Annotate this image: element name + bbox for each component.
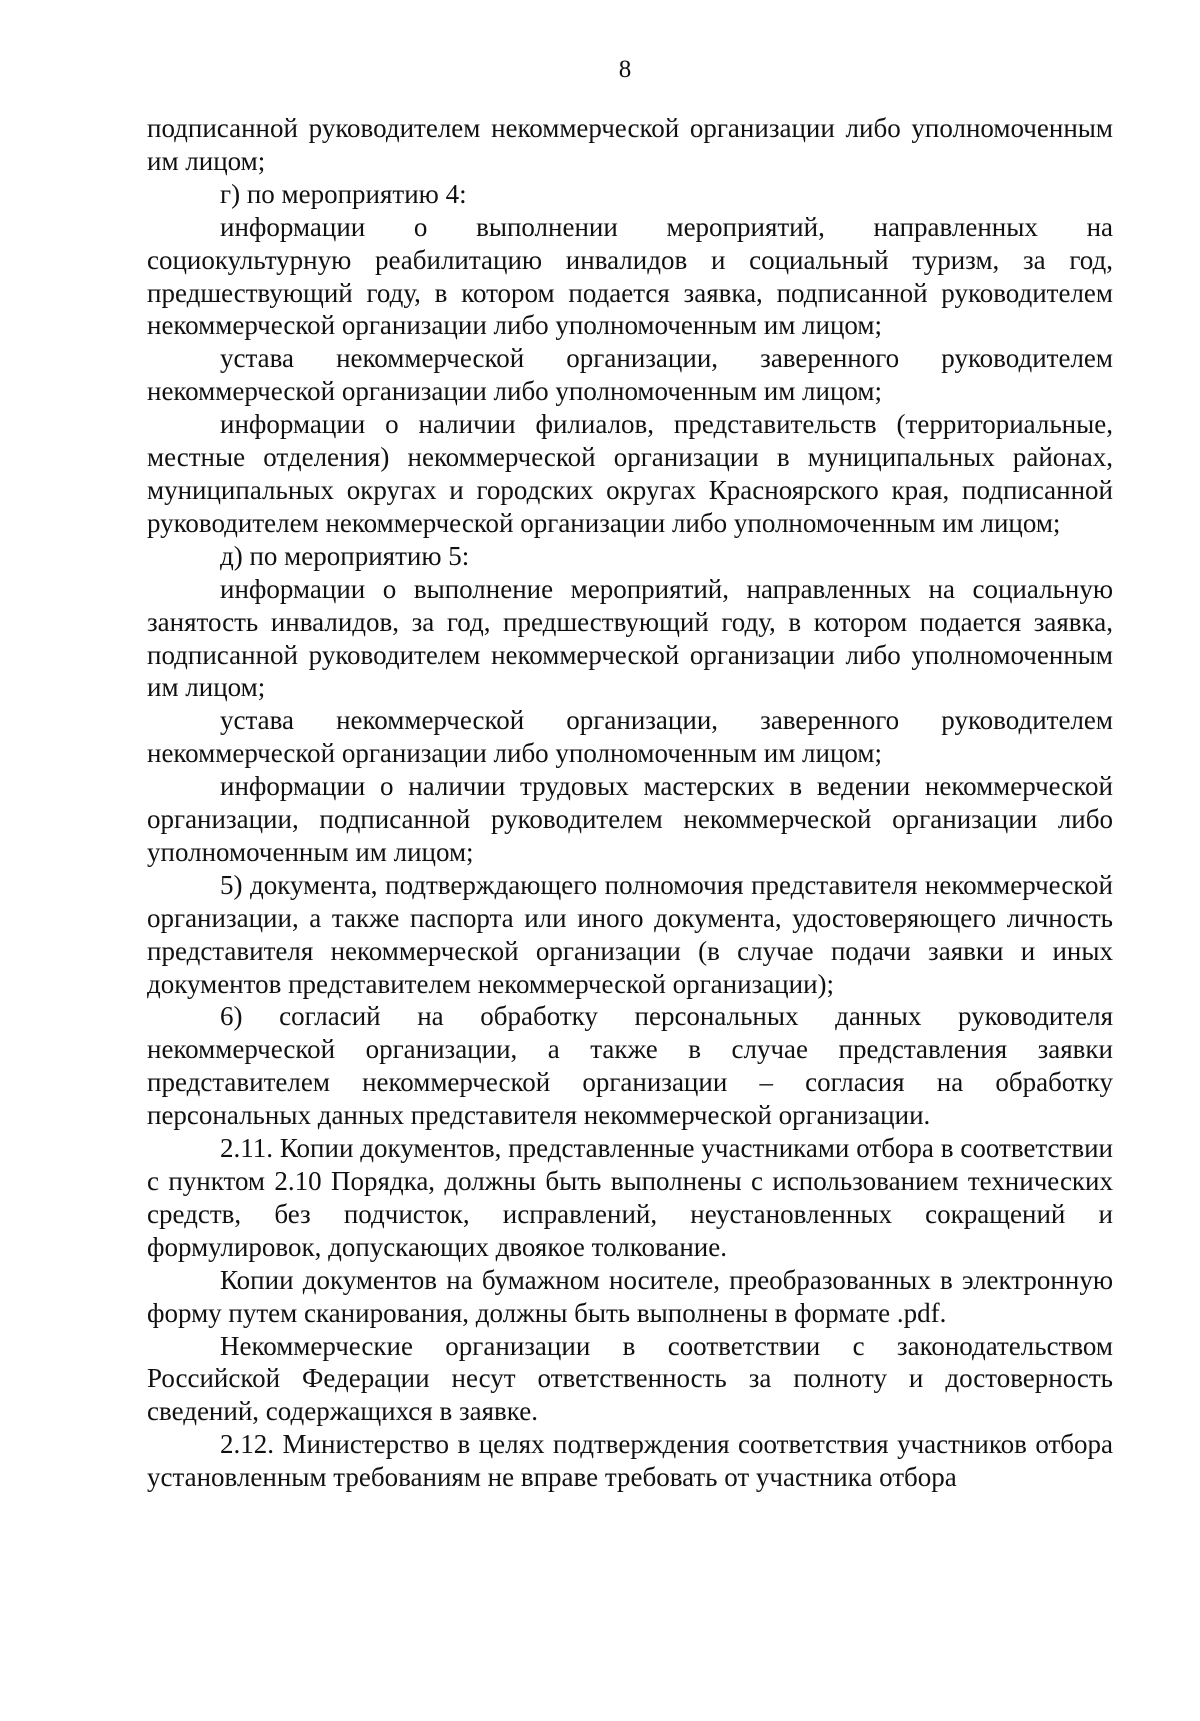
- paragraph: 6) согласий на обработку персональных данных руководителя некоммерческой организации, а также в случае представления заявки представителем некоммерческой организации – согласия на обработку персональных данных представителя некоммерческой организации.: [147, 1001, 1113, 1131]
- paragraph: информации о наличии филиалов, представительств (территориальные, местные отделения) некоммерческой организации в муниципальных районах, муниципальных округах и городских округах Красноярского края, подписанной руководителем некоммерческой организации либо уполномоченным им лицом;: [147, 409, 1113, 538]
- paragraph: 2.11. Копии документов, представленные участниками отбора в соответствии с пунктом 2.10 Порядка, должны быть выполнены с использованием технических средств, без подчисток, исправлений, неустановленных сокращений и формулировок, допускающих двоякое толкование.: [147, 1133, 1113, 1262]
- paragraph: устава некоммерческой организации, заверенного руководителем некоммерческой организации либо уполномоченным им лицом;: [147, 343, 1113, 407]
- page-number: 8: [618, 56, 632, 83]
- paragraph: 2.12. Министерство в целях подтверждения соответствия участников отбора установленным требованиям не вправе требовать от участника отбора: [147, 1429, 1113, 1493]
- paragraph: информации о выполнении мероприятий, направленных на социокультурную реабилитацию инвалидов и социальный туризм, за год, предшествующий году, в котором подается заявка, подписанной руководителем некоммерческой организации либо уполномоченным им лицом;: [147, 211, 1113, 341]
- paragraph: информации о выполнение мероприятий, направленных на социальную занятость инвалидов, за год, предшествующий году, в котором подается заявка, подписанной руководителем некоммерческой организации либо уполномоченным им лицом;: [147, 573, 1113, 703]
- paragraph: подписанной руководителем некоммерческой организации либо уполномоченным им лицом;: [147, 113, 1113, 176]
- paragraph: Копии документов на бумажном носителе, преобразованных в электронную форму путем сканирования, должны быть выполнены в формате .pdf.: [147, 1264, 1113, 1328]
- paragraph: информации о наличии трудовых мастерских в ведении некоммерческой организации, подписанной руководителем некоммерческой организации либо уполномоченным им лицом;: [147, 771, 1113, 867]
- paragraph: 5) документа, подтверждающего полномочия представителя некоммерческой организации, а также паспорта или иного документа, удостоверяющего личность представителя некоммерческой организации (в случае подачи заявки и иных документов представителем некоммерческой организации);: [147, 869, 1113, 999]
- paragraph: г) по мероприятию 4:: [220, 178, 467, 209]
- document-body: [147, 112, 1113, 1494]
- paragraph: устава некоммерческой организации, заверенного руководителем некоммерческой организации либо уполномоченным им лицом;: [147, 705, 1113, 769]
- paragraph: Некоммерческие организации в соответствии с законодательством Российской Федерации несут ответственность за полноту и достоверность сведений, содержащихся в заявке.: [147, 1330, 1113, 1427]
- paragraph: д) по мероприятию 5:: [220, 540, 470, 571]
